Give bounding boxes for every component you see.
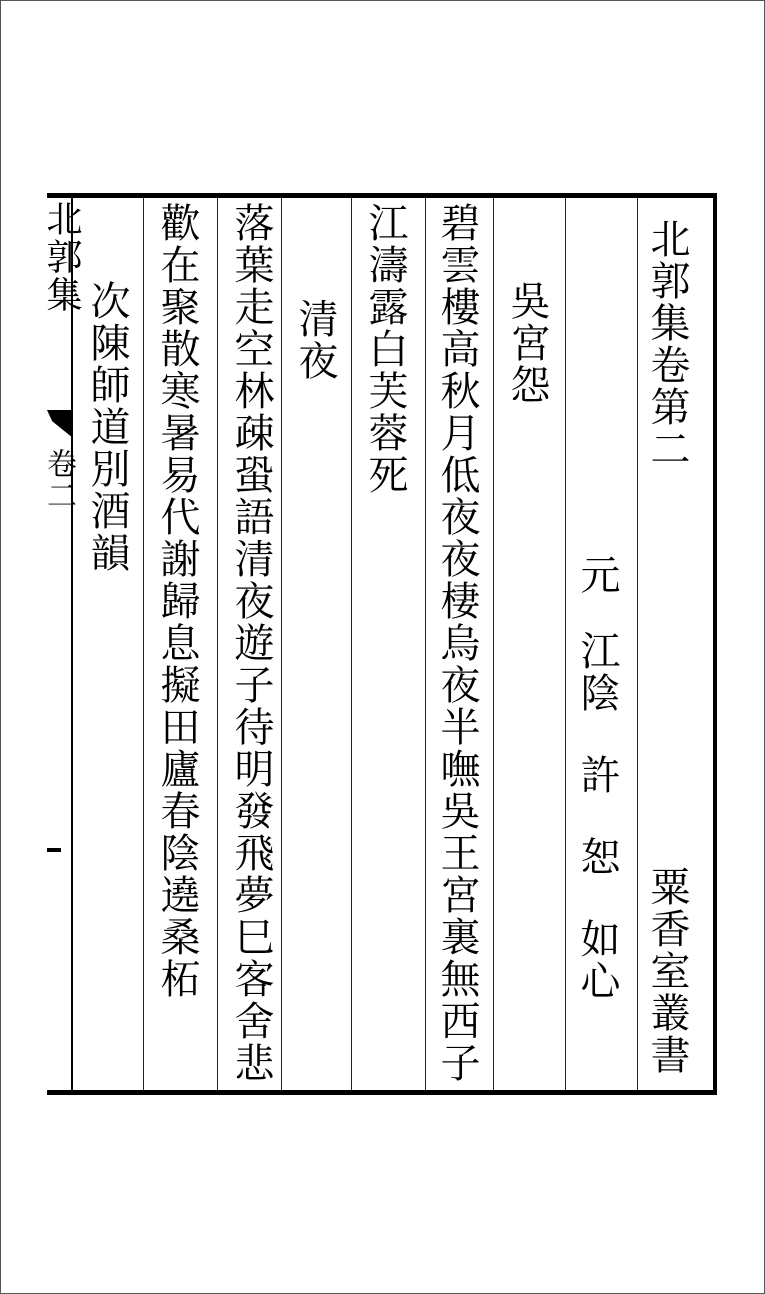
hometown: 江陰 <box>574 630 620 714</box>
surname: 許 <box>574 754 620 796</box>
column-rule <box>637 198 638 1090</box>
poem-line: 江濤露白芙蓉死 <box>362 202 408 496</box>
poem-title: 次陳師道別酒韻 <box>84 280 130 574</box>
column-rule <box>493 198 494 1090</box>
book-title: 北郭集卷第二 <box>644 218 690 470</box>
poem-title: 吳宮怨 <box>504 280 550 406</box>
poem-title: 清夜 <box>292 298 338 382</box>
text-frame <box>41 193 717 1095</box>
column-rule <box>425 198 426 1090</box>
column-rule <box>217 198 218 1090</box>
fish-tail-mark <box>47 410 73 438</box>
series-name: 粟香室叢書 <box>644 866 690 1076</box>
margin-rule <box>71 198 73 1090</box>
courtesy-name: 如心 <box>574 918 620 1002</box>
given-name: 恕 <box>574 836 620 878</box>
column-rule <box>281 198 282 1090</box>
poem-line: 碧雲樓高秋月低夜夜棲烏夜半嘸吳王宮裏無西子 <box>434 202 480 1084</box>
dynasty: 元 <box>574 554 620 596</box>
column-rule <box>143 198 144 1090</box>
column-rule <box>565 198 566 1090</box>
poem-line: 落葉走空林疎蛩語清夜遊子待明發飛夢巳客舍悲 <box>228 202 274 1084</box>
column-rule <box>351 198 352 1090</box>
author-line <box>574 554 620 1002</box>
poem-line: 歡在聚散寒暑易代謝歸息擬田廬春陰遶桑柘 <box>154 202 200 1000</box>
leaf-mark <box>47 848 61 852</box>
margin-title: 北郭集 <box>41 200 82 314</box>
margin-volume: 卷二 <box>41 448 76 512</box>
